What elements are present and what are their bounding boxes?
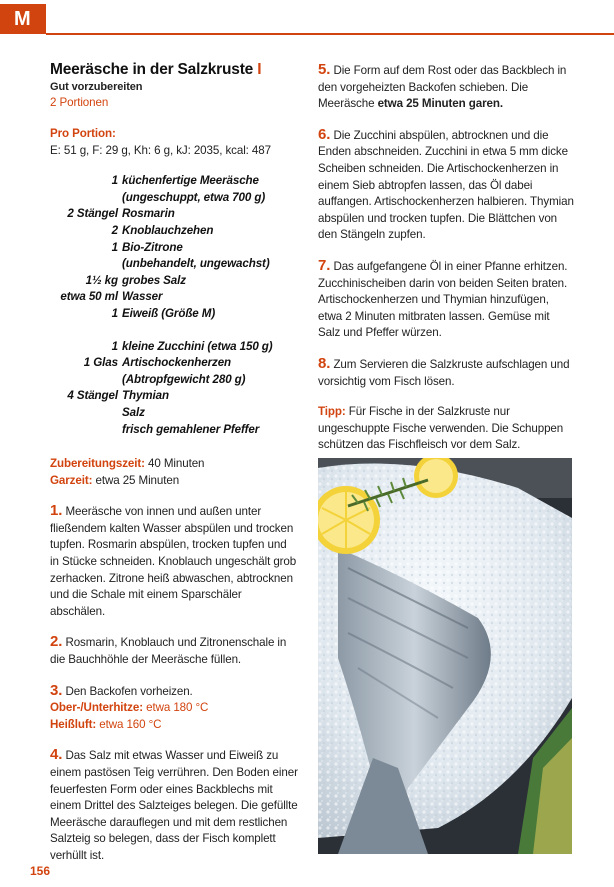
oven-convection-value: etwa 160 °C <box>99 717 162 731</box>
prep-time <box>50 456 298 473</box>
recipe-title-text: Meeräsche in der Salzkruste <box>50 61 254 78</box>
step-5 <box>318 62 574 113</box>
ingredients-list-2 <box>50 339 298 439</box>
ingredient-row <box>50 256 298 273</box>
ingredient-name: Knoblauchzehen <box>122 223 214 237</box>
ingredient-qty: etwa 50 ml <box>60 290 118 304</box>
step-text: Das Salz mit etwas Wasser und Eiweiß zu einem pastösen Teig verrühren. Den Boden einer feuerfesten Form oder eines Backblechs mit einem Drittel des Salzteiges belegen. Die gefüllte Meeräsche darauflegen und mit dem restlichen Salzteig so belegen, dass der Fisch komplett verhüllt ist. <box>50 749 298 862</box>
oven-convection-label: Heißluft: <box>50 717 97 731</box>
ingredient-row <box>50 405 298 422</box>
ingredient-name: (ungeschuppt, etwa 700 g) <box>122 190 266 204</box>
step-text: Die Form auf dem Rost oder das Backblech in den vorgeheizten Backofen schieben. Die Meeräsche <box>318 64 567 111</box>
ingredients-list-1 <box>50 173 298 322</box>
ingredient-name: Rosmarin <box>122 207 175 221</box>
ingredient-name: Bio-Zitrone <box>122 240 183 254</box>
ingredient-row <box>50 240 298 257</box>
step-number: 6. <box>318 125 331 143</box>
ingredient-qty: 1 <box>111 339 118 353</box>
step-number: 2. <box>50 633 63 651</box>
step-number: 8. <box>318 354 331 372</box>
step-number: 3. <box>50 681 63 699</box>
step-text-bold: etwa 25 Minuten garen. <box>377 97 503 111</box>
page-number: 156 <box>30 864 51 878</box>
ingredient-name: Artischockenherzen <box>122 356 232 370</box>
difficulty: Gut vorzubereiten <box>50 81 143 93</box>
section-letter: M <box>14 8 31 30</box>
oven-top-bottom-value: etwa 180 °C <box>146 701 209 715</box>
header-rule <box>46 33 614 35</box>
ingredient-row <box>50 422 298 439</box>
ingredient-row <box>50 206 298 223</box>
ingredient-row <box>50 355 298 372</box>
ingredient-row <box>50 273 298 290</box>
oven-top-bottom-label: Ober-/Unterhitze: <box>50 701 143 715</box>
step-3 <box>50 683 298 734</box>
recipe-photo <box>318 458 572 854</box>
step-text: Rosmarin, Knoblauch und Zitronenschale in die Bauchhöhle der Meeräsche füllen. <box>50 636 287 667</box>
nutrition-label: Pro Portion: <box>50 127 116 140</box>
left-column <box>50 60 298 879</box>
ingredient-qty <box>50 256 122 273</box>
step-2 <box>50 634 298 668</box>
ingredient-name: küchenfertige Meeräsche <box>122 174 259 188</box>
ingredient-name: frisch gemahlener Pfeffer <box>122 422 260 436</box>
ingredient-qty <box>50 405 122 422</box>
step-text: Das aufgefangene Öl in einer Pfanne erhitzen. Zucchinischeiben darin von beiden Seiten braten. Artischockenherzen und Thymian hinzufügen, etwa 2 Minuten mitbraten lassen. Gemüse mit Salz und Pfeffer würzen. <box>318 259 568 340</box>
ingredient-qty <box>50 372 122 389</box>
ingredient-qty <box>50 190 122 207</box>
step-number: 5. <box>318 61 331 78</box>
ingredient-qty: 1½ kg <box>85 273 118 287</box>
tip-text: Für Fische in der Salzkruste nur ungeschuppte Fische verwenden. Die Schuppen schützen das Fischfleisch vor dem Salz. <box>318 405 564 452</box>
step-7 <box>318 258 574 342</box>
title-accent-bar: I <box>257 61 262 78</box>
tip-label: Tipp: <box>318 405 346 419</box>
section-tab <box>0 4 46 34</box>
ingredient-name: grobes Salz <box>122 273 186 287</box>
step-text: Die Zucchini abspülen, abtrocknen und die Enden abschneiden. Zucchini in etwa 5 mm dicke Scheiben schneiden. Die Artischockenherzen in einem Sieb abtropfen lassen, das Öl dabei auffangen. Artischockenherzen halbieren. Thymian abspülen und trocken tupfen. Die Blättchen von den Stängeln zupfen. <box>318 128 574 242</box>
step-number: 7. <box>318 256 331 274</box>
prep-time-label: Zubereitungszeit: <box>50 457 145 471</box>
step-text: Den Backofen vorheizen. <box>65 684 193 698</box>
step-number: 1. <box>50 502 63 520</box>
ingredient-qty: 1 Glas <box>83 356 118 370</box>
step-6 <box>318 127 574 244</box>
prep-time-value: 40 Minuten <box>148 457 205 471</box>
ingredient-qty: 4 Stängel <box>67 389 118 403</box>
step-1 <box>50 503 298 620</box>
ingredient-name: Wasser <box>122 290 163 304</box>
nutrition-values: E: 51 g, F: 29 g, Kh: 6 g, kJ: 2035, kcal: 487 <box>50 143 271 157</box>
ingredient-name: Thymian <box>122 389 169 403</box>
ingredient-row <box>50 339 298 356</box>
ingredient-qty: 1 <box>111 174 118 188</box>
servings: 2 Portionen <box>50 96 109 109</box>
ingredient-name: (unbehandelt, ungewachst) <box>122 257 270 271</box>
ingredient-row <box>50 306 298 323</box>
ingredient-qty: 2 <box>111 223 118 237</box>
right-column <box>318 62 574 468</box>
step-4 <box>50 747 298 864</box>
ingredient-row <box>50 289 298 306</box>
cook-time-value: etwa 25 Minuten <box>95 473 180 487</box>
fish-salt-crust-illustration <box>318 458 572 854</box>
ingredient-row <box>50 190 298 207</box>
ingredient-name: (Abtropfgewicht 280 g) <box>122 372 246 386</box>
ingredient-qty: 1 <box>111 306 118 320</box>
cook-time <box>50 473 298 490</box>
ingredient-qty: 2 Stängel <box>67 207 118 221</box>
ingredient-row <box>50 388 298 405</box>
step-8 <box>318 356 574 390</box>
ingredient-row <box>50 372 298 389</box>
step-text: Zum Servieren die Salzkruste aufschlagen und vorsichtig vom Fisch lösen. <box>318 357 570 388</box>
step-number: 4. <box>50 746 63 764</box>
ingredient-qty: 1 <box>111 240 118 254</box>
step-text: Meeräsche von innen und außen unter fließendem kalten Wasser abspülen und trocken tupfen. Rosmarin abspülen, trocken tupfen und in Stücke schneiden. Knoblauch ungeschält grob zerhacken. Zitrone heiß abwaschen, abtrocknen und die Schale mit einem Sparschäler abschälen. <box>50 505 297 618</box>
ingredient-qty <box>50 422 122 439</box>
tip <box>318 404 574 454</box>
ingredient-row <box>50 173 298 190</box>
ingredient-name: kleine Zucchini (etwa 150 g) <box>122 339 273 353</box>
recipe-title <box>50 60 298 80</box>
ingredient-name: Eiweiß (Größe M) <box>122 306 216 320</box>
ingredient-name: Salz <box>122 405 145 419</box>
cook-time-label: Garzeit: <box>50 473 93 487</box>
ingredient-row <box>50 223 298 240</box>
